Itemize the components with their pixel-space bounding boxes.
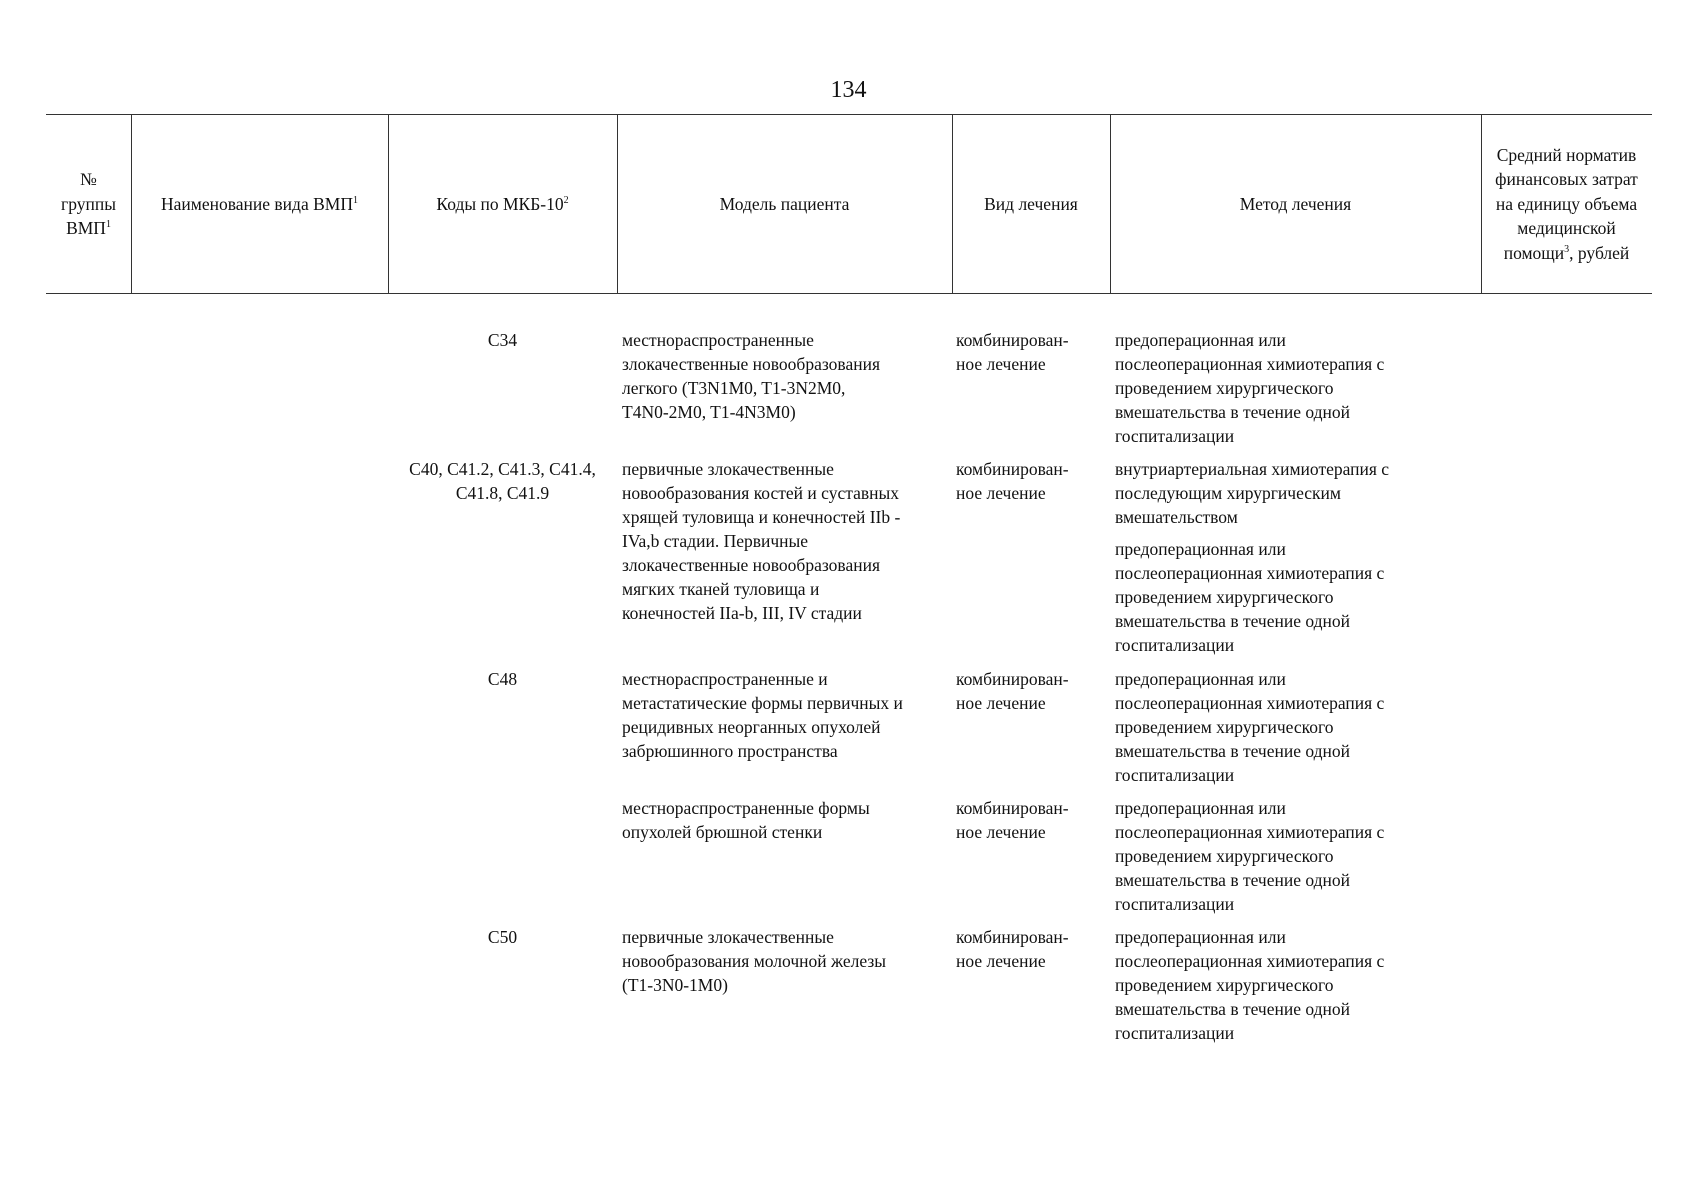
header-group-number: № группы ВМП$^1$ (61, 169, 116, 239)
treatment-type-cell: комбинирован- ное лечение (956, 798, 1069, 842)
patient-model-cell: местнораспространенные формы опухолей брюшной стенки (622, 798, 870, 842)
icd-code-cell: C48 (487, 669, 518, 689)
header-treatment-type: Вид лечения (984, 193, 1078, 214)
treatment-method-cell: предоперационная или послеоперационная химиотерапия с проведением хирургического вмешательства в течение одной госпитализации (1115, 330, 1385, 446)
treatment-type-cell: комбинирован- ное лечение (956, 927, 1069, 971)
patient-model-cell: первичные злокачественные новообразования костей и суставных хрящей туловища и конечностей IIb - IVa,b стадии. Первичные злокачественные новообразования мягких тканей туловища и конечностей IIa-b, III, IV стадии (622, 459, 901, 623)
header-patient-model: Модель пациента (719, 193, 850, 214)
header-icd-codes: Коды по МКБ-$10^2$ (436, 193, 569, 214)
icd-code-cell: C50 (487, 927, 518, 947)
header-bottom-rule (46, 293, 1652, 294)
treatment-method-cell: предоперационная или послеоперационная химиотерапия с проведением хирургического вмешательства в течение одной госпитализации (1115, 927, 1385, 1043)
treatment-type-cell: комбинирован- ное лечение (956, 459, 1069, 503)
patient-model-cell: местнораспространенные и метастатические формы первичных и рецидивных неорганных опухолей забрюшинного пространства (622, 669, 903, 761)
treatment-method-cell: предоперационная или послеоперационная химиотерапия с проведением хирургического вмешательства в течение одной госпитализации (1115, 539, 1385, 655)
header-average-cost: Средний норматив финансовых затрат на единицу объема медицинской помощи$^3$, рублей (1495, 144, 1638, 263)
patient-model-cell: первичные злокачественные новообразования молочной железы (T1-3N0-1M0) (622, 927, 886, 995)
header-vmp-name: Наименование вида ВМП$^1$ (161, 193, 358, 214)
patient-model-cell: местнораспространенные злокачественные новообразования легкого (T3N1M0, T1-3N2M0, T4N0-2M0, T1-4N3M0) (622, 330, 880, 422)
treatment-method-cell: предоперационная или послеоперационная химиотерапия с проведением хирургического вмешательства в течение одной госпитализации (1115, 798, 1385, 914)
treatment-type-cell: комбинирован- ное лечение (956, 330, 1069, 374)
header-treatment-method: Метод лечения (1239, 193, 1352, 214)
icd-code-cell: C40, C41.2, C41.3, C41.4, C41.8, C41.9 (409, 459, 596, 503)
page-number: 134 (830, 77, 867, 103)
treatment-type-cell: комбинирован- ное лечение (956, 669, 1069, 713)
icd-code-cell: C34 (487, 330, 518, 350)
treatment-method-cell: внутриартериальная химиотерапия с последующим хирургическим вмешательством (1115, 459, 1390, 527)
treatment-method-cell: предоперационная или послеоперационная химиотерапия с проведением хирургического вмешательства в течение одной госпитализации (1115, 669, 1385, 785)
